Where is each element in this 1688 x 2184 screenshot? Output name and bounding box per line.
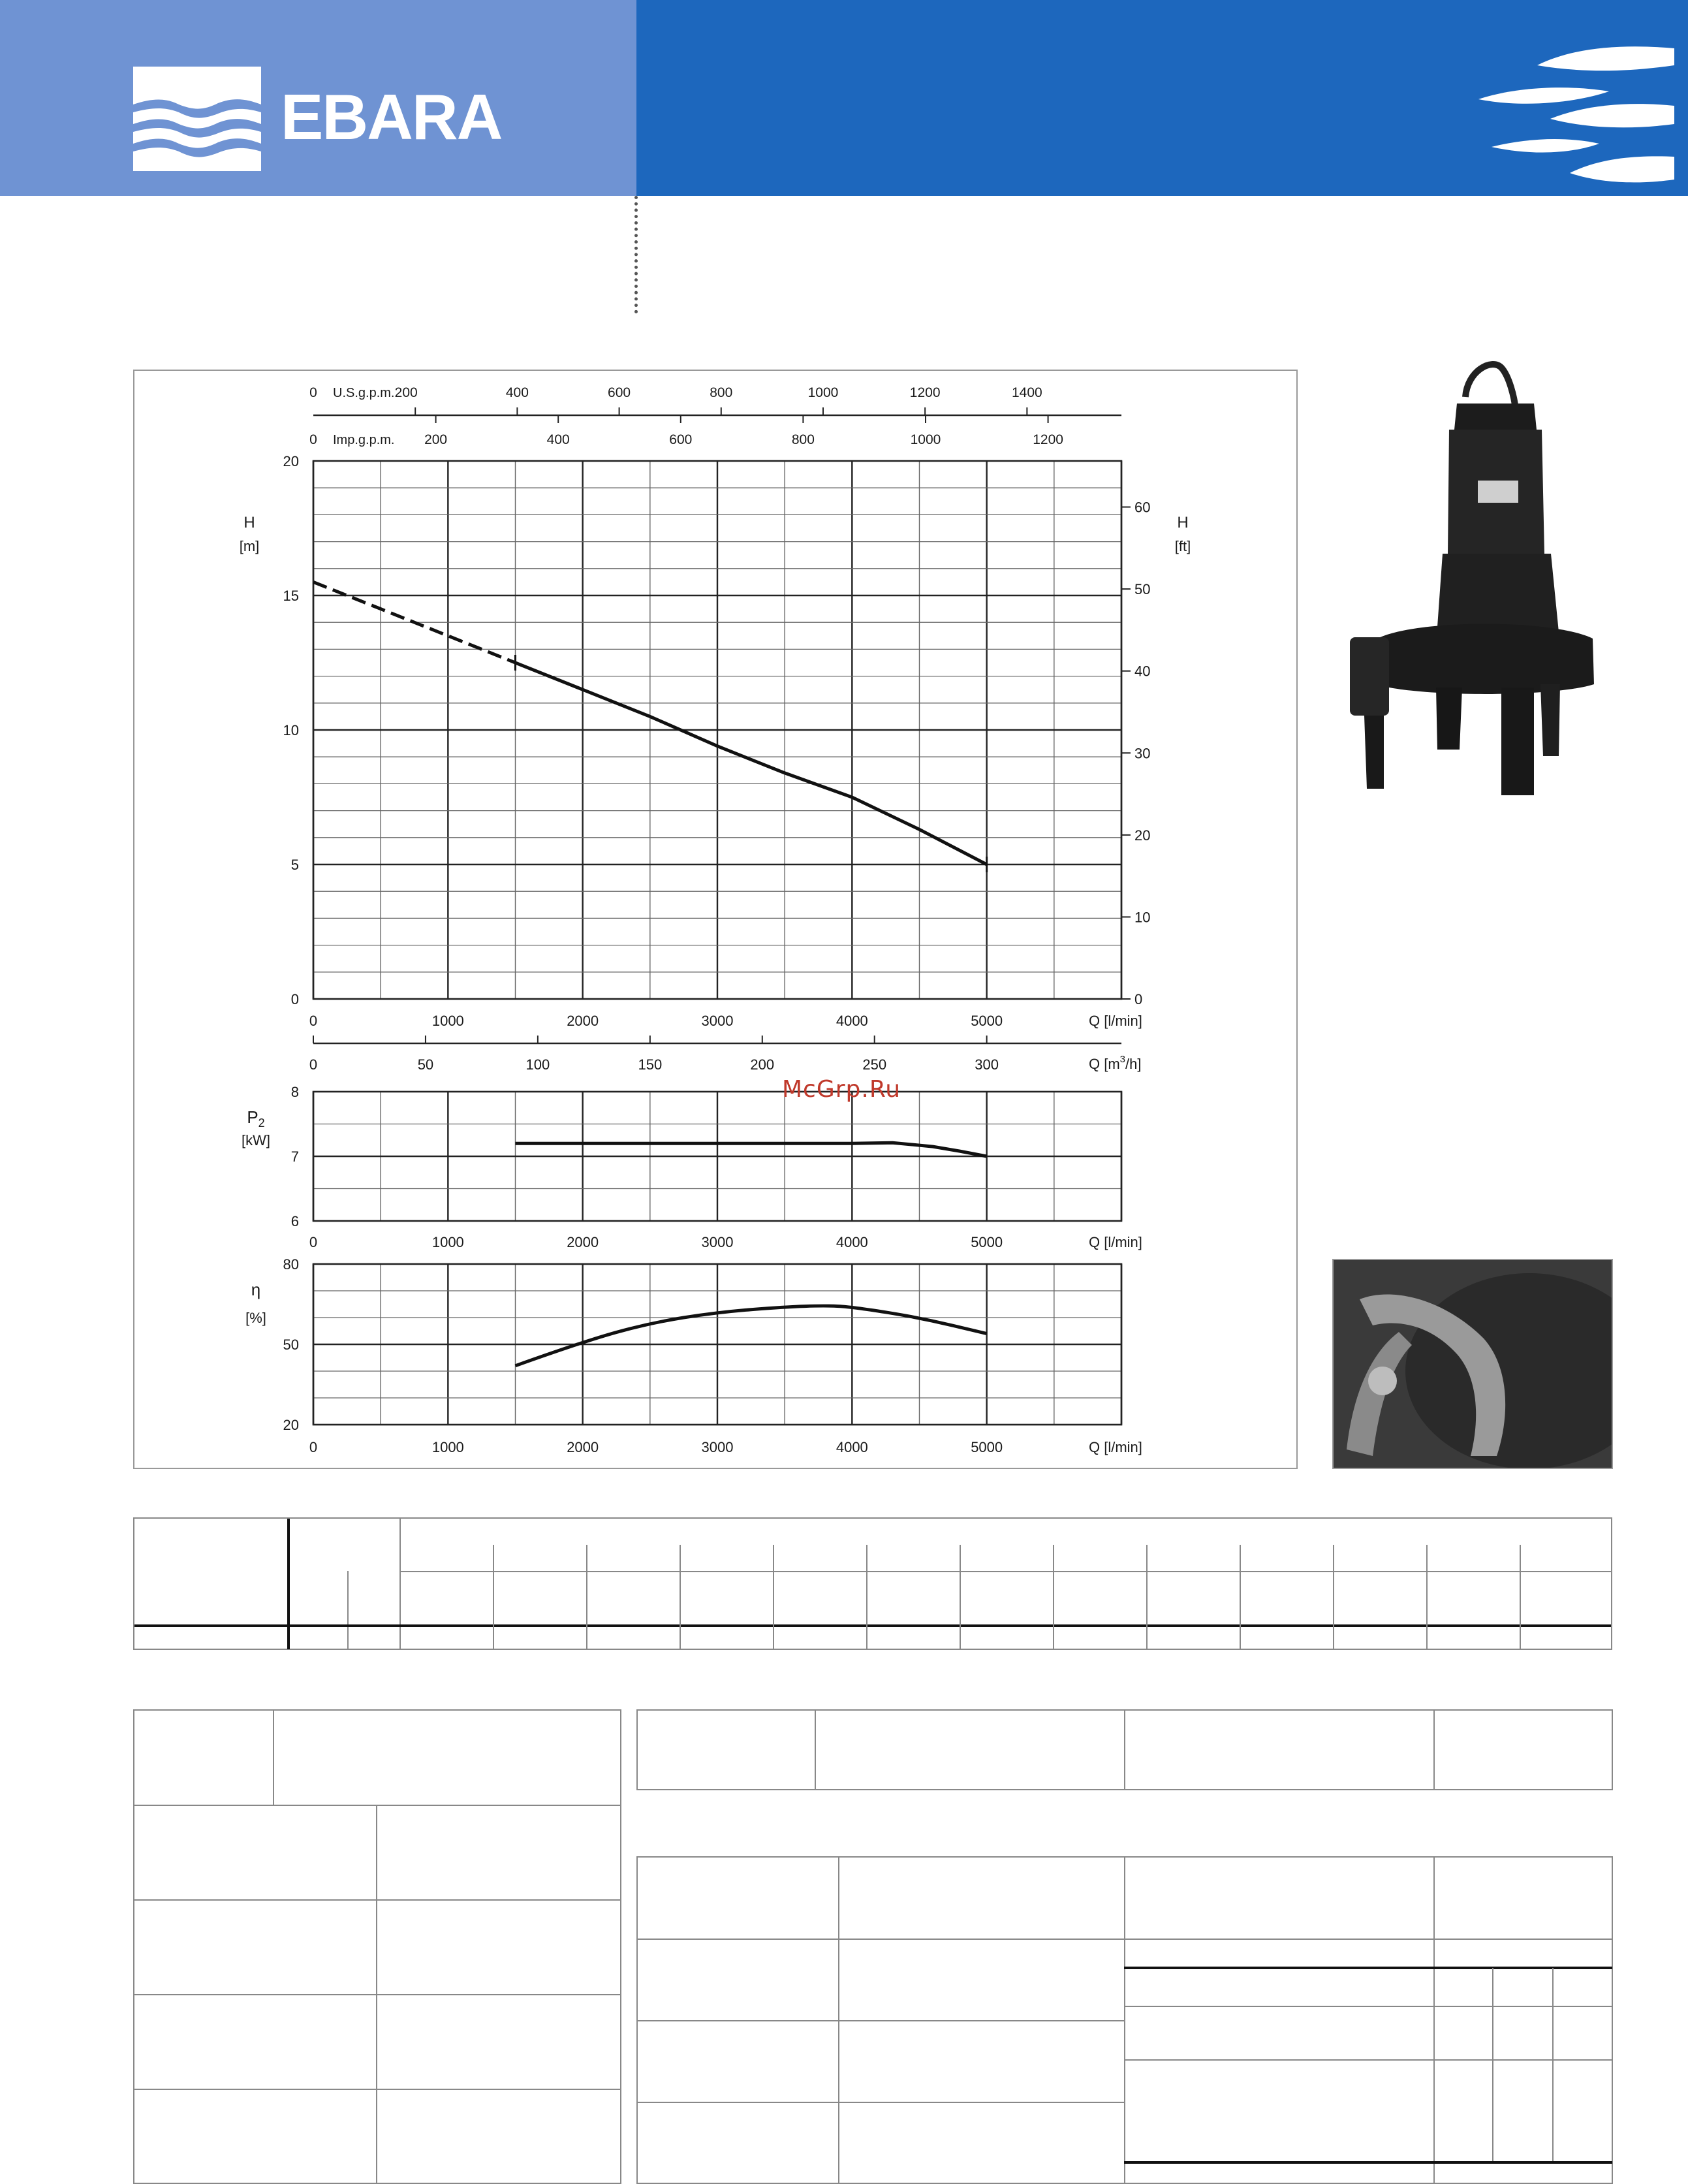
power-x-tick-label: 2000	[567, 1234, 599, 1250]
head-x-tick-label: 1000	[431, 1013, 464, 1029]
spec-table-divider	[586, 1545, 587, 1649]
watermark-text: McGrp.Ru	[782, 1076, 901, 1103]
spec-table-divider	[866, 1545, 867, 1649]
head-y-tick-label: 20	[283, 453, 299, 469]
m3h-tick-label: 250	[862, 1056, 887, 1073]
impgpm-tick-label: 1200	[1033, 432, 1063, 447]
usgpm-tick-label: 1200	[909, 385, 941, 400]
power-x-tick-label: 5000	[971, 1234, 1003, 1250]
right-bottom-table-divider	[1124, 2006, 1612, 2007]
head-ft-tick-label: 20	[1134, 827, 1151, 844]
spec-table-divider	[1426, 1545, 1428, 1649]
m3h-tick-label: 300	[975, 1056, 999, 1073]
right-bottom-table-divider	[638, 1939, 1612, 1940]
spec-table-rule	[134, 1624, 1611, 1627]
right-top-table-divider	[1124, 1711, 1125, 1789]
head-y-tick-label: 0	[290, 991, 299, 1007]
head-x-tick-label: 0	[309, 1013, 318, 1029]
head-ft-unit-label: [ft]	[1174, 538, 1191, 554]
right-bottom-table-rule	[1124, 2161, 1612, 2164]
right-top-table-divider	[1433, 1711, 1435, 1789]
usgpm-tick-label: 0	[309, 385, 317, 400]
right-top-table-divider	[815, 1711, 816, 1789]
usgpm-axis-label: U.S.g.p.m.	[333, 386, 395, 400]
right-bottom-table-rule	[1124, 1967, 1612, 1969]
impgpm-tick-label: 0	[309, 432, 317, 447]
head-x-tick-label: 3000	[701, 1013, 734, 1029]
m3h-tick-label: 0	[309, 1056, 318, 1073]
dotted-divider	[634, 196, 638, 313]
power-axis-label: $P_2$	[247, 1107, 265, 1130]
efficiency-y-tick-label: 20	[283, 1417, 299, 1433]
head-x-tick-label: 4000	[836, 1013, 868, 1029]
head-ft-tick-label: 30	[1134, 745, 1151, 762]
spec-table-divider	[680, 1545, 681, 1649]
spec-table-divider	[1333, 1545, 1334, 1649]
power-y-tick-label: 6	[290, 1213, 299, 1229]
spec-table-divider	[960, 1545, 961, 1649]
head-y-tick-label: 5	[290, 857, 299, 873]
efficiency-x-tick-label: 1000	[431, 1439, 464, 1455]
m3h-tick-label: 100	[525, 1056, 550, 1073]
spec-table-divider	[287, 1519, 290, 1649]
head-x-tick-label: 2000	[567, 1013, 599, 1029]
header-right-band	[636, 0, 1688, 196]
ebara-logo-icon	[133, 67, 261, 171]
efficiency-x-tick-label: 2000	[567, 1439, 599, 1455]
right-bottom-table-divider	[1492, 1968, 1493, 2161]
spec-table-divider	[1053, 1545, 1054, 1649]
efficiency-x-axis-label: Q [l/min]	[1089, 1439, 1142, 1455]
impgpm-tick-label: 400	[546, 432, 570, 447]
head-x-tick-label: 5000	[971, 1013, 1003, 1029]
head-ft-tick-label: 40	[1134, 663, 1151, 680]
m3h-tick-label: 150	[638, 1056, 663, 1073]
efficiency-x-tick-label: 3000	[701, 1439, 734, 1455]
left-table-divider	[134, 1805, 620, 1806]
head-axis-label: H	[243, 514, 255, 531]
right-bottom-table-divider	[1433, 1858, 1435, 2184]
head-curve-solid	[516, 663, 987, 864]
usgpm-tick-label: 200	[394, 385, 418, 400]
chart-frame	[133, 370, 1298, 1469]
head-ft-tick-label: 0	[1134, 991, 1143, 1007]
efficiency-curve	[516, 1306, 987, 1366]
m3h-tick-label: 50	[417, 1056, 434, 1073]
head-y-tick-label: 10	[283, 722, 299, 738]
spec-table-divider	[399, 1519, 401, 1649]
power-x-tick-label: 3000	[701, 1234, 734, 1250]
right-bottom-table-divider	[1124, 2059, 1612, 2061]
right-bottom-table-divider	[1552, 1968, 1554, 2161]
spec-table-divider	[1240, 1545, 1241, 1649]
spec-table-divider	[347, 1571, 349, 1649]
head-ft-tick-label: 50	[1134, 581, 1151, 598]
spec-table-frame	[133, 1517, 1612, 1650]
usgpm-tick-label: 1400	[1012, 385, 1042, 400]
efficiency-y-tick-label: 80	[283, 1256, 299, 1273]
fish-shapes-icon	[1478, 39, 1674, 189]
right-bottom-table-divider	[638, 2020, 1124, 2021]
power-y-tick-label: 8	[290, 1084, 299, 1100]
usgpm-tick-label: 1000	[807, 385, 839, 400]
left-table-frame	[133, 1709, 621, 2184]
impgpm-axis-label: Imp.g.p.m.	[333, 433, 395, 447]
m3h-axis-label: Q $[m^3/h]$	[1089, 1054, 1142, 1072]
left-table-divider	[134, 2089, 620, 2090]
efficiency-axis-label: η	[251, 1280, 261, 1299]
pump-performance-chart	[134, 371, 1299, 1470]
pump-photo	[1338, 358, 1612, 802]
usgpm-tick-label: 600	[608, 385, 631, 400]
power-x-tick-label: 4000	[836, 1234, 868, 1250]
efficiency-y-tick-label: 50	[283, 1337, 299, 1353]
power-x-axis-label: Q [l/min]	[1089, 1234, 1142, 1250]
left-table-divider	[134, 1899, 620, 1901]
power-x-tick-label: 0	[309, 1234, 318, 1250]
m3h-tick-label: 200	[750, 1056, 775, 1073]
impgpm-tick-label: 600	[669, 432, 693, 447]
spec-table-divider	[493, 1545, 494, 1649]
header-left-band	[0, 0, 636, 196]
head-ft-tick-label: 10	[1134, 909, 1151, 926]
right-bottom-table-divider	[638, 2102, 1124, 2103]
impgpm-tick-label: 1000	[910, 432, 941, 447]
spec-table-divider	[399, 1571, 1611, 1572]
spec-table-divider	[1520, 1545, 1521, 1649]
usgpm-tick-label: 400	[505, 385, 529, 400]
power-unit-label: [kW]	[242, 1132, 270, 1148]
head-x-axis-label: Q [l/min]	[1089, 1013, 1142, 1029]
head-ft-axis-label: H	[1177, 514, 1189, 531]
power-y-tick-label: 7	[290, 1148, 299, 1165]
spec-table-divider	[773, 1545, 774, 1649]
left-table-divider	[134, 1994, 620, 1995]
efficiency-unit-label: [%]	[245, 1310, 266, 1326]
left-table-divider	[273, 1711, 274, 1805]
usgpm-tick-label: 800	[710, 385, 733, 400]
spec-table-divider	[1146, 1545, 1148, 1649]
head-unit-label: [m]	[239, 538, 260, 554]
efficiency-x-tick-label: 5000	[971, 1439, 1003, 1455]
right-bottom-table-divider	[1124, 1858, 1125, 2184]
power-x-tick-label: 1000	[431, 1234, 464, 1250]
power-curve	[516, 1143, 987, 1156]
efficiency-x-tick-label: 4000	[836, 1439, 868, 1455]
impgpm-tick-label: 200	[424, 432, 448, 447]
efficiency-x-tick-label: 0	[309, 1439, 318, 1455]
brand-name: EBARA	[281, 81, 502, 153]
impeller-photo	[1332, 1259, 1613, 1469]
head-ft-tick-label: 60	[1134, 499, 1151, 516]
head-y-tick-label: 15	[283, 588, 299, 604]
impgpm-tick-label: 800	[791, 432, 815, 447]
